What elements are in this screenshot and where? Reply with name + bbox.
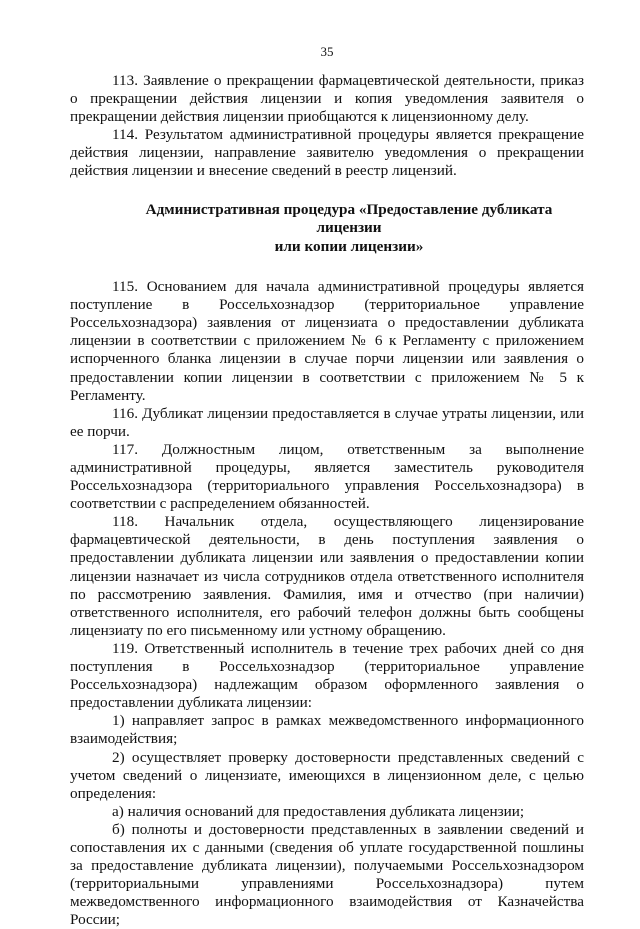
section-heading bbox=[70, 201, 584, 257]
paragraph-119: 119. Ответственный исполнитель в течение трех рабочих дней со дня поступления в Россельхознадзор (территориальное управление Россельхознадзора) надлежащим образом оформленного заявления о предоставлении дубликата лицензии: bbox=[70, 639, 584, 712]
list-item-2: 2) осуществляет проверку достоверности представленных сведений с учетом сведений о лицензиате, имеющихся в лицензионном деле, с целью определения: bbox=[70, 748, 584, 802]
paragraph-116: 116. Дубликат лицензии предоставляется в случае утраты лицензии, или ее порчи. bbox=[70, 404, 584, 440]
page-number: 35 bbox=[320, 44, 334, 59]
list-item-a: а) наличия оснований для предоставления дубликата лицензии; bbox=[112, 802, 525, 820]
paragraph-113: 113. Заявление о прекращении фармацевтической деятельности, приказ о прекращении действия лицензии и копия уведомления заявителя о прекращении действия лицензии приобщаются к лицензионному делу. bbox=[70, 72, 584, 126]
section-heading-line-2: или копии лицензии» bbox=[274, 237, 424, 255]
paragraph-114: 114. Результатом административной процедуры является прекращение действия лицензии, направление заявителю уведомления о прекращении действия лицензии и внесение сведений в реестр лицензий. bbox=[70, 126, 584, 180]
paragraph-117: 117. Должностным лицом, ответственным за выполнение административной процедуры, является заместитель руководителя Россельхознадзора (территориального управления Россельхознадзора) в соответствии с распределением обязанностей. bbox=[70, 440, 584, 513]
paragraph-115: 115. Основанием для начала административной процедуры является поступление в Россельхознадзор (территориальное управление Россельхознадзора) заявления от лицензиата о предоставлении дубликата лицензии в соответствии с приложением № 6 к Регламенту с приложением испорченного бланка лицензии в случае порчи лицензии или заявления о предоставлении копии лицензии в соответствии с приложением № 5 к Регламенту. bbox=[70, 278, 584, 404]
paragraph-118: 118. Начальник отдела, осуществляющего лицензирование фармацевтической деятельности, в день поступления заявления о предоставлении дубликата лицензии или заявления о предоставлении копии лицензии назначает из числа сотрудников отдела ответственного исполнителя по рассмотрению заявления. Фамилия, имя и отчество (при наличии) ответственного исполнителя, его рабочий телефон должны быть сообщены лицензиату по его письменному или устному обращению. bbox=[70, 513, 584, 639]
list-item-b: б) полноты и достоверности представленных в заявлении сведений и сопоставления их с данными (сведения об уплате государственной пошлины за предоставление дубликата лицензии), получаемыми Россельхознадзором (территориальными управлениями Россельхознадзора) путем межведомственного информационного взаимодействия от Казначейства России; bbox=[70, 820, 584, 929]
section-heading-line-1: Административная процедура «Предоставление дубликата лицензии bbox=[145, 200, 553, 237]
list-item-1: 1) направляет запрос в рамках межведомственного информационного взаимодействия; bbox=[70, 712, 584, 748]
